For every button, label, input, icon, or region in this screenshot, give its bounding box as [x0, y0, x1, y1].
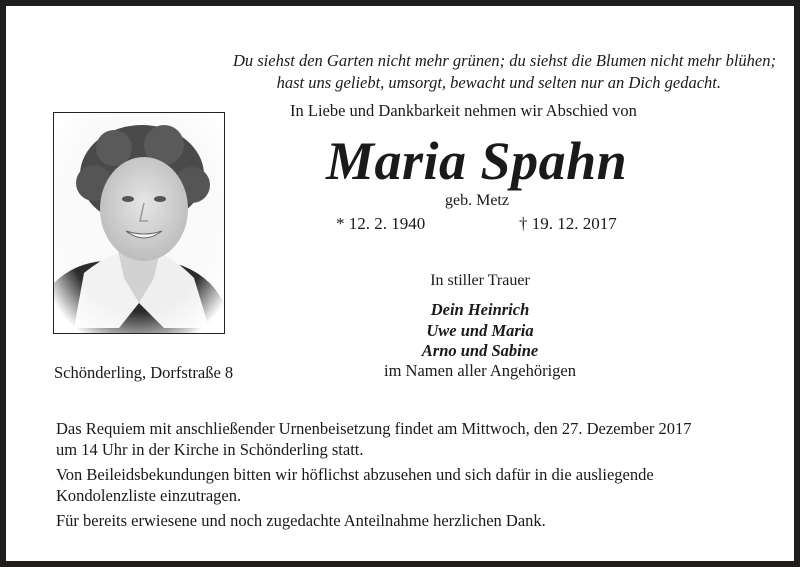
paragraph-line: Das Requiem mit anschließender Urnenbeisetzung findet am Mittwoch, den 27. Dezember 2017: [56, 419, 692, 438]
poem-line-2: hast uns geliebt, umsorgt, bewacht und selten nur an Dich gedacht.: [276, 73, 721, 92]
thanks-paragraph: [56, 510, 546, 531]
mourner-name: Arno und Sabine: [421, 341, 539, 360]
family-address: Schönderling, Dorfstraße 8: [54, 363, 234, 382]
paragraph-line: Von Beileidsbekundungen bitten wir höflichst abzusehen und sich dafür in die ausliegende: [56, 465, 654, 484]
paragraph-line: Kondolenzliste einzutragen.: [56, 486, 242, 505]
paragraph-line: um 14 Uhr in der Kirche in Schönderling statt.: [56, 440, 364, 459]
portrait-photo: [53, 112, 225, 334]
mourners-list: [350, 300, 610, 362]
poem-line-1: Du siehst den Garten nicht mehr grünen; du siehst die Blumen nicht mehr blühen;: [232, 51, 776, 70]
deceased-name: Maria Spahn: [326, 131, 628, 191]
requiem-paragraph: [56, 418, 692, 460]
farewell-intro: In Liebe und Dankbarkeit nehmen wir Abschied von: [290, 101, 637, 120]
obituary-page: [6, 6, 794, 561]
mourner-name: Uwe und Maria: [426, 320, 534, 340]
maiden-name: geb. Metz: [445, 192, 509, 209]
mourning-label: In stiller Trauer: [430, 272, 530, 289]
mourner-name: Dein Heinrich: [430, 300, 530, 319]
birth-date: * 12. 2. 1940: [336, 214, 426, 233]
on-behalf-line: im Namen aller Angehörigen: [384, 361, 576, 380]
portrait-image: [54, 113, 224, 333]
condolence-paragraph: [56, 464, 654, 506]
paragraph-line: Für bereits erwiesene und noch zugedachte Anteilnahme herzlichen Dank.: [56, 511, 546, 530]
death-date: † 19. 12. 2017: [519, 214, 617, 233]
